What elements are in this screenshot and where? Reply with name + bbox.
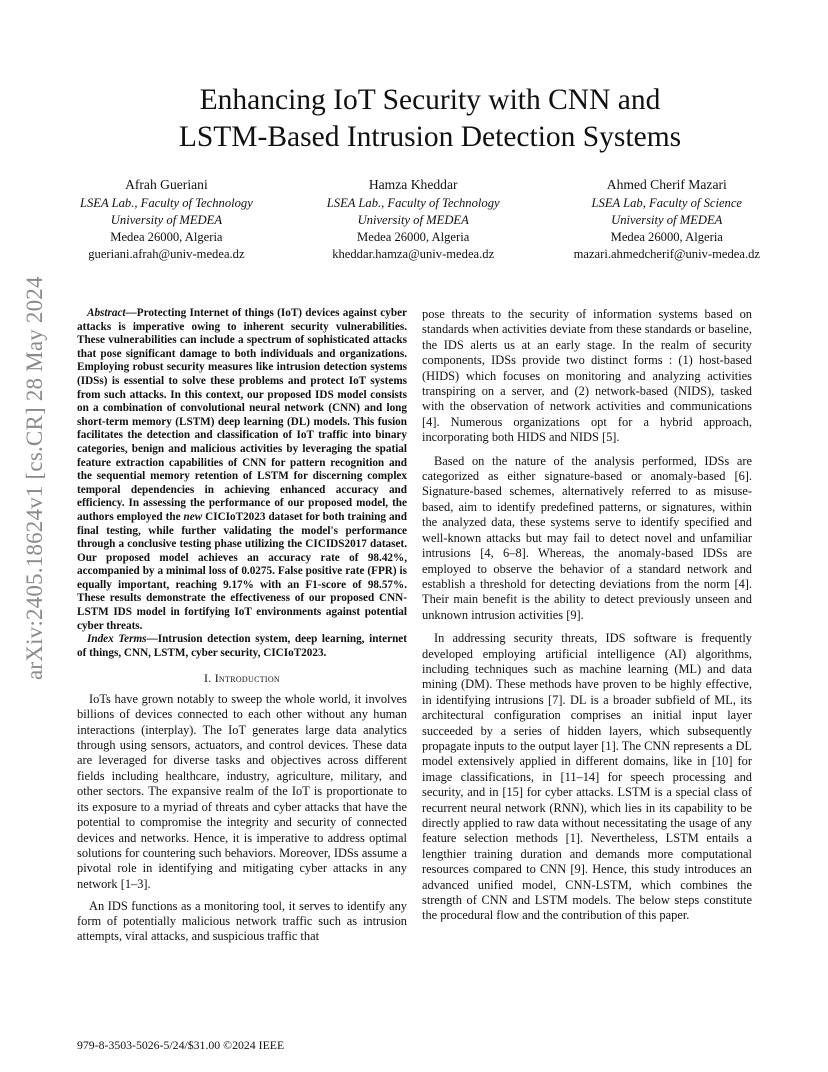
paper-title	[90, 82, 770, 156]
author-affiliation: LSEA Lab., Faculty of Technology	[80, 195, 253, 210]
paragraph: An IDS functions as a monitoring tool, it serves to identify any form of potentially malicious network traffic such as intrusion attempts, viral attacks, and suspicious traffic that	[77, 898, 407, 944]
author-address: Medea 26000, Algeria	[110, 229, 223, 244]
abstract-text-b: CICIoT2023 dataset for both training and final testing, while further validating the model's performance through a conclusive testing phase utilizing the CICIDS2017 dataset. Our proposed model achieves an accuracy rate of 98.42%, accompanied by a minimal loss of 0.0275. False positive rate (FPR) is equally important, reaching 9.17% with an F1-score of 98.57%. These results demonstrate the effectiveness of our proposed CNN-LSTM IDS model in fortifying IoT environments against potential cyber threats.	[77, 510, 407, 632]
author-block	[80, 177, 760, 263]
title-line-2: LSTM-Based Intrusion Detection Systems	[178, 121, 682, 153]
author-university: University of MEDEA	[357, 212, 469, 227]
author-email[interactable]: kheddar.hamza@univ-medea.dz	[332, 246, 495, 261]
author-address: Medea 26000, Algeria	[610, 229, 723, 244]
abstract-lead: Abstract	[87, 307, 126, 319]
index-terms	[77, 633, 407, 660]
right-column	[422, 307, 752, 932]
copyright-footer: 979-8-3503-5026-5/24/$31.00 ©2024 IEEE	[77, 1038, 285, 1052]
author-email[interactable]: mazari.ahmedcherif@univ-medea.dz	[573, 246, 760, 261]
abstract-emphasis: new	[183, 510, 203, 523]
author-name: Ahmed Cherif Mazari	[606, 177, 727, 192]
index-terms-text: —Intrusion detection system, deep learning, internet of things, CNN, LSTM, cyber security, CICIoT2023.	[77, 633, 407, 659]
author-university: University of MEDEA	[110, 212, 223, 227]
author-affiliation: LSEA Lab., Faculty of Technology	[326, 195, 500, 210]
author-3	[574, 177, 760, 263]
abstract	[77, 307, 407, 633]
author-1	[80, 177, 253, 263]
author-university: University of MEDEA	[611, 212, 723, 227]
paragraph: In addressing security threats, IDS software is frequently developed employing artificial intelligence (AI) algorithms, including techniques such as machine learning (ML) and data mining (DM). These methods have proven to be highly effective, in identifying intrusions [7]. DL is a broader subfield of ML, its architectural configuration comprises an initial input layer succeeded by a series of hidden layers, which subsequently propagate inputs to the output layer [1]. The CNN represents a DL model extensively applied in different domains, like in [10] for image classifications, in [11–14] for speech processing and security, and in [15] for cyber attacks. LSTM is a special class of recurrent neural network (RNN), which lies in its capability to be directly applied to raw data without necessitating the usage of any feature selection methods [1]. Nevertheless, LSTM entails a lengthier training duration and demands more computational resources compared to CNN [9]. Hence, this study introduces an advanced unified model, CNN-LSTM, which combines the strength of CNN and LSTM models. The below steps constitute the procedural flow and the contribution of this paper.	[422, 631, 752, 923]
index-terms-lead: Index Terms	[87, 633, 147, 646]
section-heading-introduction	[77, 671, 407, 686]
arxiv-identifier: arXiv:2405.18624v1 [cs.CR] 28 May 2024	[22, 276, 47, 680]
author-name: Hamza Kheddar	[368, 177, 458, 192]
paragraph: pose threats to the security of information systems based on standards when activities deviate from these standards or baseline, the IDS alerts us at an early stage. In the realm of security components, IDSs provide two distinct forms : (1) host-based (HIDS) which focuses on monitoring and analyzing activities transpiring on a server, and (2) network-based (NIDS), tasked with the observation of network activities and communications [4]. Numerous organizations opt for a hybrid approach, incorporating both HIDS and NIDS [5].	[422, 307, 752, 445]
author-email[interactable]: gueriani.afrah@univ-medea.dz	[88, 246, 245, 261]
abstract-text-a: —Protecting Internet of things (IoT) devices against cyber attacks is imperative owing to inherent security vulnerabilities. These vulnerabilities can include a spectrum of sophisticated attacks that pose significant damage to both individuals and organizations. Employing robust security measures like intrusion detection systems (IDSs) is essential to solve these problems and protect IoT systems from such attacks. In this context, our proposed IDS model consists on a combination of convolutional neural network (CNN) and long short-term memory (LSTM) deep learning (DL) models. This fusion facilitates the detection and classification of IoT traffic into binary categories, benign and malicious activities by leveraging the spatial feature extraction capabilities of CNN for pattern recognition and the sequential memory retention of LSTM for discerning complex temporal dependencies in achieving enhanced accuracy and efficiency. In assessing the performance of our proposed model, the authors employed the	[77, 307, 407, 523]
author-address: Medea 26000, Algeria	[357, 229, 470, 244]
title-line-1: Enhancing IoT Security with CNN and	[199, 84, 661, 116]
author-2	[327, 177, 500, 263]
section-title: Introduction	[214, 671, 281, 686]
paragraph: Based on the nature of the analysis performed, IDSs are categorized as either signature-based or anomaly-based [6]. Signature-based schemes, alternatively referred to as misuse-based, aim to identify predefined patterns, or signatures, within the analyzed data, these systems serve to identify specified and well-known attacks but may fail to detect novel and unfamiliar intrusions [4, 6–8]. Whereas, the anomaly-based IDSs are employed to observe the behavior of a standard network and establish a threshold for detecting deviations from the norm [4]. Their main benefit is the ability to detect previously unseen and unknown intrusion activities [9].	[422, 453, 752, 622]
paragraph: IoTs have grown notably to sweep the whole world, it involves billions of devices connected to each other without any human interactions (interplay). The IoT generates large data analytics through using sensors, actuators, and control devices. These data are leveraged for diverse tasks and objectives across different fields including healthcare, industry, agriculture, military, and other sectors. The expansive realm of the IoT is proportionate to its exposure to a myriad of threats and cyber attacks that have the potential to compromise the integrity and security of connected devices and networks. Hence, it is imperative to address optimal solutions for countering such behaviors. Moreover, IDSs assume a pivotal role in identifying and mitigating cyber attacks in any network [1–3].	[77, 691, 407, 891]
section-numeral: I.	[203, 671, 215, 686]
author-affiliation: LSEA Lab, Faculty of Science	[591, 195, 743, 210]
left-column	[77, 307, 407, 951]
author-name: Afrah Gueriani	[125, 177, 208, 192]
